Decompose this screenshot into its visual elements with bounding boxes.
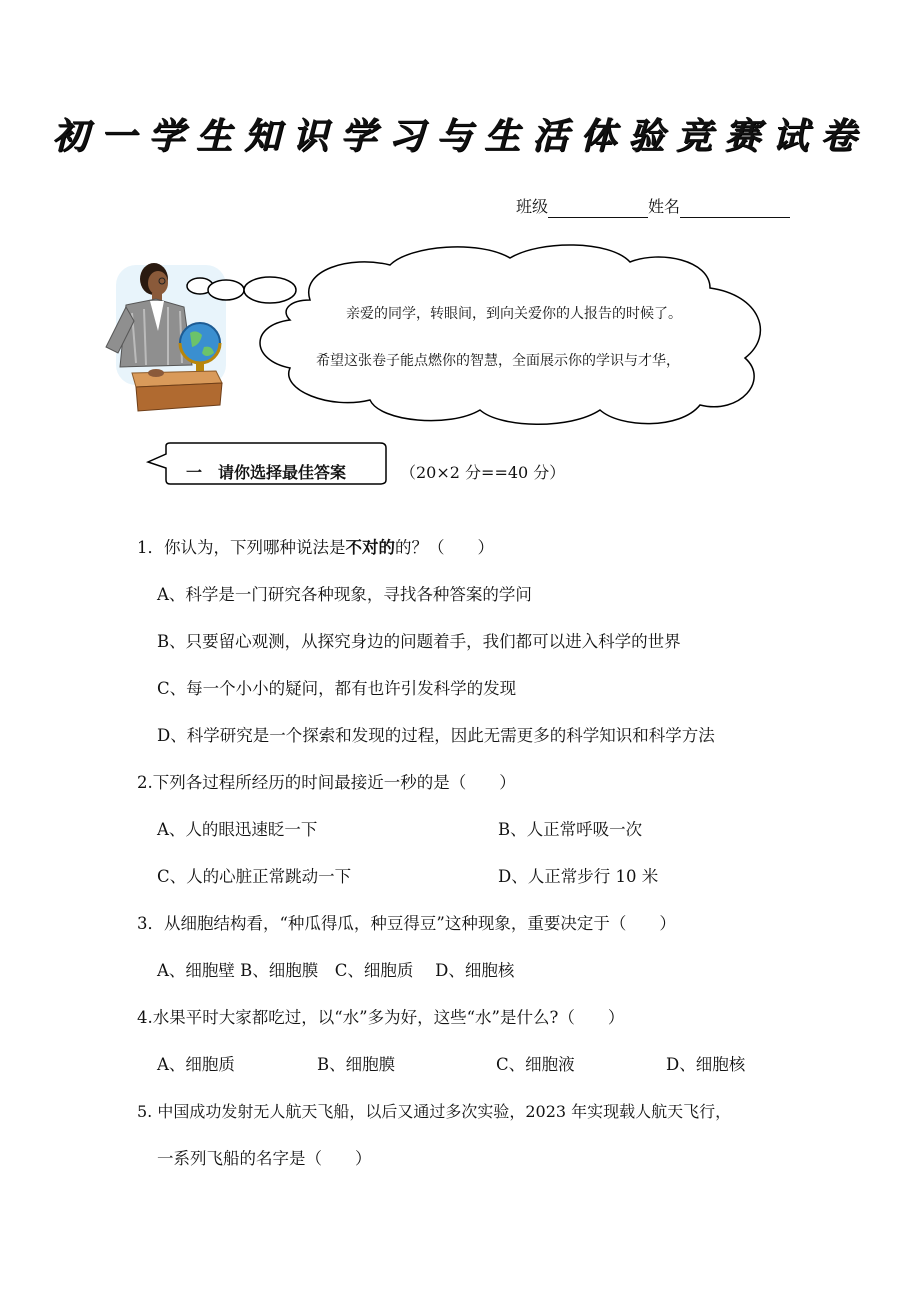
section-1-label: 一 请你选择最佳答案 xyxy=(186,463,347,482)
question-1-stem xyxy=(137,536,494,560)
question-2-option-b[interactable]: B、人正常呼吸一次 xyxy=(498,820,643,839)
question-2-stem: 2.下列各过程所经历的时间最接近一秒的是（ ） xyxy=(137,773,516,792)
question-4-option-c[interactable]: C、细胞液 xyxy=(496,1055,575,1074)
question-1-prefix: 1．你认为，下列哪种说法是 xyxy=(137,538,346,557)
bubble-line-1: 亲爱的同学，转眼间，到向关爱你的人报告的时候了。 xyxy=(346,306,682,322)
name-blank[interactable] xyxy=(680,199,790,218)
question-1-emphasis: 不对的 xyxy=(345,538,395,557)
question-4-option-d[interactable]: D、细胞核 xyxy=(666,1055,746,1074)
bubble-line-2: 希望这张卷子能点燃你的智慧，全面展示你的学识与才华， xyxy=(316,353,680,369)
question-3-options[interactable]: A、细胞壁 B、细胞膜 C、细胞质 D、细胞核 xyxy=(157,961,515,980)
name-label: 姓名 xyxy=(648,197,681,216)
question-4-option-b[interactable]: B、细胞膜 xyxy=(317,1055,396,1074)
thought-bubble xyxy=(180,240,780,430)
question-1-option-b[interactable]: B、只要留心观测，从探究身边的问题着手，我们都可以进入科学的世界 xyxy=(157,632,681,651)
section-1-score: （20×2 分==40 分） xyxy=(400,463,566,482)
question-3-stem: 3．从细胞结构看，“种瓜得瓜，种豆得豆”这种现象，重要决定于（ ） xyxy=(137,914,676,933)
question-1-option-d[interactable]: D、科学研究是一个探索和发现的过程，因此无需更多的科学知识和科学方法 xyxy=(157,726,715,745)
question-5-stem-line-2: 一系列飞船的名字是（ ） xyxy=(157,1149,372,1168)
question-4-stem: 4.水果平时大家都吃过，以“水”多为好，这些“水”是什么?（ ） xyxy=(137,1008,625,1027)
question-1-option-c[interactable]: C、每一个小小的疑问，都有也许引发科学的发现 xyxy=(157,679,517,698)
class-label: 班级 xyxy=(516,197,549,216)
class-blank[interactable] xyxy=(548,199,648,218)
question-1-suffix: 的？（ ） xyxy=(395,538,494,557)
page-title: 初一学生知识学习与生活体验竞赛试卷 xyxy=(51,115,868,157)
question-2-option-d[interactable]: D、人正常步行 10 米 xyxy=(498,867,659,886)
question-1-option-a[interactable]: A、科学是一门研究各种现象，寻找各种答案的学问 xyxy=(157,585,532,604)
student-info-line xyxy=(516,196,790,218)
question-5-stem-line-1: 5. 中国成功发射无人航天飞船，以后又通过多次实验，2023 年实现载人航天飞行， xyxy=(137,1102,732,1121)
question-2-option-a[interactable]: A、人的眼迅速眨一下 xyxy=(157,820,318,839)
question-4-option-a[interactable]: A、细胞质 xyxy=(157,1055,235,1074)
question-2-option-c[interactable]: C、人的心脏正常跳动一下 xyxy=(157,867,352,886)
